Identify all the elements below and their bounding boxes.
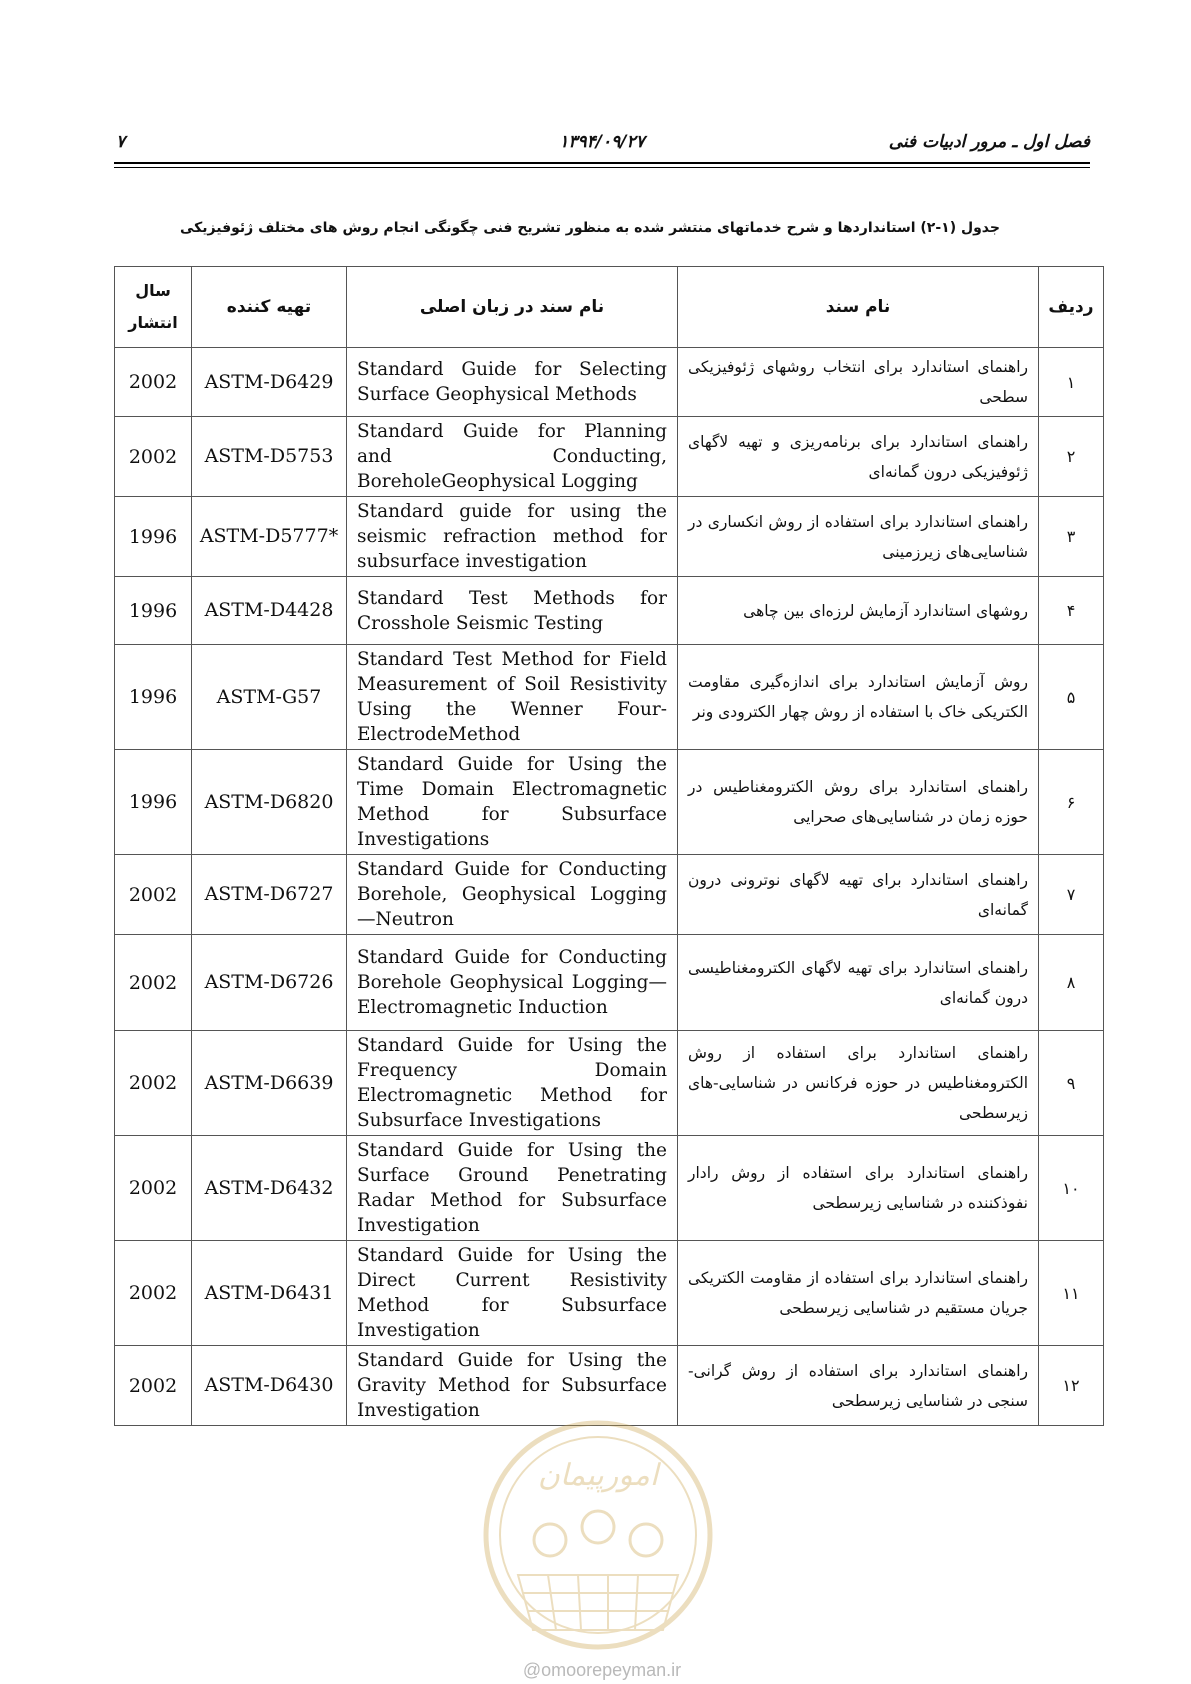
cell-publisher: ASTM-D6639 [192,1031,347,1136]
cell-publisher: ASTM-D4428 [192,577,347,645]
standards-table [114,266,1104,1426]
col-header-row-no: ردیف [1039,267,1104,348]
cell-row-no: ۱۲ [1039,1346,1104,1426]
cell-year: 2002 [115,1136,192,1241]
cell-publisher: ASTM-D6727 [192,855,347,935]
cell-doc-name: راهنمای استاندارد برای استفاده از روش رادار نفوذکننده در شناسایی زیرسطحی [678,1136,1039,1241]
table-row [115,497,1104,577]
table-row [115,1031,1104,1136]
cell-year: 2002 [115,348,192,417]
cell-row-no: ۵ [1039,645,1104,750]
cell-doc-original: Standard Guide for Using the Frequency Domain Electromagnetic Method for Subsurface Investigations [347,1031,678,1136]
watermark-url: @omoorepeyman.ir [522,1660,682,1680]
cell-year: 2002 [115,1031,192,1136]
watermark-logo-icon [478,1415,718,1655]
cell-doc-name: راهنمای استاندارد برای استفاده از روش الکترومغناطیس در حوزه فرکانس در شناسایی-های زیرسطحی [678,1031,1039,1136]
cell-row-no: ۸ [1039,935,1104,1031]
cell-year: 1996 [115,750,192,855]
chapter-title: فصل اول ـ مرور ادبیات فنی [888,132,1090,152]
cell-doc-original: Standard Guide for Conducting Borehole Geophysical Logging—Electromagnetic Induction [347,935,678,1031]
cell-row-no: ۳ [1039,497,1104,577]
table-row [115,417,1104,497]
cell-doc-original: Standard Guide for Using the Direct Current Resistivity Method for Subsurface Investigation [347,1241,678,1346]
table-row [115,855,1104,935]
cell-doc-name: راهنمای استاندارد برای انتخاب روشهای ژئوفیزیکی سطحی [678,348,1039,417]
cell-doc-original: Standard Guide for Using the Time Domain Electromagnetic Method for Subsurface Investigations [347,750,678,855]
table-row [115,1346,1104,1426]
watermark-logo-text: امورپیمان [537,1458,659,1493]
cell-publisher: ASTM-D6432 [192,1136,347,1241]
cell-year: 2002 [115,1346,192,1426]
cell-doc-name: راهنمای استاندارد برای برنامه‌ریزی و تهیه لاگهای ژئوفیزیکی درون گمانه‌ای [678,417,1039,497]
col-header-doc-name: نام سند [678,267,1039,348]
cell-doc-original: Standard Test Methods for Crosshole Seismic Testing [347,577,678,645]
col-header-doc-original: نام سند در زبان اصلی [347,267,678,348]
header-rule-thick [114,162,1090,164]
table-row [115,348,1104,417]
cell-doc-original: Standard Guide for Using the Gravity Method for Subsurface Investigation [347,1346,678,1426]
cell-doc-name: راهنمای استاندارد برای استفاده از روش انکساری در شناسایی‌های زیرزمینی [678,497,1039,577]
cell-publisher: ASTM-D6429 [192,348,347,417]
table-row [115,645,1104,750]
cell-publisher: *ASTM-D5777 [192,497,347,577]
cell-year: 2002 [115,935,192,1031]
cell-doc-name: راهنمای استاندارد برای تهیه لاگهای نوترونی درون گمانه‌ای [678,855,1039,935]
cell-doc-original: Standard Guide for Conducting Borehole, Geophysical Logging—Neutron [347,855,678,935]
cell-doc-name: روشهای استاندارد آزمایش لرزه‌ای بین چاهی [678,577,1039,645]
cell-doc-name: روش آزمایش استاندارد برای اندازه‌گیری مقاومت الکتریکی خاک با استفاده از روش چهار الکترودی ونر [678,645,1039,750]
col-header-year: سال انتشار [115,267,192,348]
cell-doc-original: Standard guide for using the seismic refraction method for subsurface investigation [347,497,678,577]
cell-doc-original: Standard Guide for Planning and Conducting, BoreholeGeophysical Logging [347,417,678,497]
table-row [115,577,1104,645]
cell-doc-original: Standard Test Method for Field Measurement of Soil Resistivity Using the Wenner Four-ElectrodeMethod [347,645,678,750]
cell-row-no: ۱ [1039,348,1104,417]
table-row [115,935,1104,1031]
cell-publisher: ASTM-D5753 [192,417,347,497]
cell-year: 1996 [115,497,192,577]
header-date: ۱۳۹۴/۰۹/۲۷ [559,132,645,152]
col-header-publisher: تهیه کننده [192,267,347,348]
cell-doc-original: Standard Guide for Selecting Surface Geophysical Methods [347,348,678,417]
cell-year: 1996 [115,577,192,645]
cell-row-no: ۱۱ [1039,1241,1104,1346]
table-row [115,1241,1104,1346]
cell-row-no: ۷ [1039,855,1104,935]
cell-row-no: ۶ [1039,750,1104,855]
page-header [114,130,1090,160]
table-header-row [115,267,1104,348]
header-rule-thin [114,167,1090,168]
cell-publisher: ASTM-D6820 [192,750,347,855]
cell-doc-name: راهنمای استاندارد برای تهیه لاگهای الکترومغناطیسی درون گمانه‌ای [678,935,1039,1031]
cell-doc-name: راهنمای استاندارد برای استفاده از روش گرانی-سنجی در شناسایی زیرسطحی [678,1346,1039,1426]
cell-row-no: ۱۰ [1039,1136,1104,1241]
page-number: ۷ [116,132,126,152]
cell-year: 1996 [115,645,192,750]
cell-row-no: ۲ [1039,417,1104,497]
table-row [115,750,1104,855]
cell-publisher: ASTM-D6726 [192,935,347,1031]
table-row [115,1136,1104,1241]
cell-doc-original: Standard Guide for Using the Surface Ground Penetrating Radar Method for Subsurface Investigation [347,1136,678,1241]
cell-year: 2002 [115,417,192,497]
cell-publisher: ASTM-G57 [192,645,347,750]
cell-publisher: ASTM-D6430 [192,1346,347,1426]
cell-year: 2002 [115,855,192,935]
cell-doc-name: راهنمای استاندارد برای روش الکترومغناطیس در حوزه زمان در شناسایی‌های صحرایی [678,750,1039,855]
cell-year: 2002 [115,1241,192,1346]
cell-doc-name: راهنمای استاندارد برای استفاده از مقاومت الکتریکی جریان مستقیم در شناسایی زیرسطحی [678,1241,1039,1346]
table-caption: جدول (۱-۲) استانداردها و شرح خدماتهای منتشر شده به منظور تشریح فنی چگونگی انجام روش های مختلف ژئوفیزیکی [179,220,1000,236]
cell-publisher: ASTM-D6431 [192,1241,347,1346]
cell-row-no: ۹ [1039,1031,1104,1136]
cell-row-no: ۴ [1039,577,1104,645]
